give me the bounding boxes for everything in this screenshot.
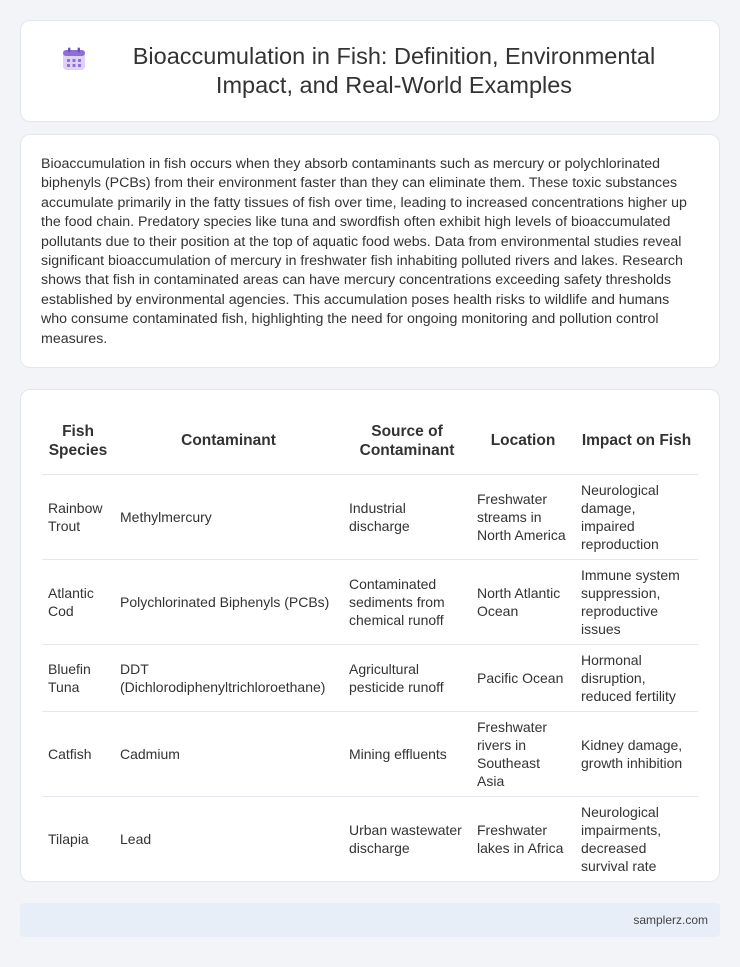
cell-fish-species: Catfish [42, 711, 114, 796]
cell-location: North Atlantic Ocean [471, 559, 575, 644]
header-location: Location [471, 412, 575, 474]
table-header-row [42, 412, 698, 474]
cell-impact: Kidney damage, growth inhibition [575, 711, 698, 796]
cell-impact: Hormonal disruption, reduced fertility [575, 644, 698, 711]
cell-contaminant: Lead [114, 796, 343, 881]
table-row [42, 796, 698, 881]
table-row [42, 711, 698, 796]
cell-contaminant: DDT (Dichlorodiphenyltrichloroethane) [114, 644, 343, 711]
table-row [42, 474, 698, 559]
page-title: Bioaccumulation in Fish: Definition, Environmental Impact, and Real-World Examples [132, 43, 656, 98]
cell-impact: Immune system suppression, reproductive issues [575, 559, 698, 644]
cell-contaminant: Methylmercury [114, 474, 343, 559]
cell-location: Freshwater rivers in Southeast Asia [471, 711, 575, 796]
cell-impact: Neurological impairments, decreased survival rate [575, 796, 698, 881]
calendar-icon [61, 46, 87, 72]
table-row [42, 644, 698, 711]
contaminant-table [42, 412, 698, 882]
table-card [20, 389, 720, 882]
cell-contaminant: Polychlorinated Biphenyls (PCBs) [114, 559, 343, 644]
intro-paragraph: Bioaccumulation in fish occurs when they absorb contaminants such as mercury or polychlorinated biphenyls (PCBs) from their environment faster than they can eliminate them. These toxic substances accumulate primarily in the fatty tissues of fish over time, leading to increased concentrations higher up the food chain. Predatory species like tuna and swordfish often exhibit high levels of bioaccumulated pollutants due to their position at the top of aquatic food webs. Data from environmental studies reveal significant bioaccumulation of mercury in freshwater fish inhabiting polluted rivers and lakes. Research shows that fish in contaminated areas can have mercury concentrations exceeding safety thresholds established by environmental agencies. This accumulation poses health risks to wildlife and humans who consume contaminated fish, highlighting the need for ongoing monitoring and pollution control measures. [41, 156, 687, 347]
intro-card [20, 134, 720, 368]
cell-location: Pacific Ocean [471, 644, 575, 711]
cell-source: Urban wastewater discharge [343, 796, 471, 881]
cell-source: Agricultural pesticide runoff [343, 644, 471, 711]
title-wrap [61, 42, 679, 100]
cell-source: Contaminated sediments from chemical runoff [343, 559, 471, 644]
cell-location: Freshwater streams in North America [471, 474, 575, 559]
cell-source: Industrial discharge [343, 474, 471, 559]
cell-contaminant: Cadmium [114, 711, 343, 796]
cell-fish-species: Atlantic Cod [42, 559, 114, 644]
footer-site-link[interactable]: samplerz.com [633, 913, 708, 927]
table-row [42, 559, 698, 644]
header-impact: Impact on Fish [575, 412, 698, 474]
title-card [20, 20, 720, 122]
cell-location: Freshwater lakes in Africa [471, 796, 575, 881]
footer [20, 903, 720, 937]
header-source: Source of Contaminant [343, 412, 471, 474]
cell-source: Mining effluents [343, 711, 471, 796]
header-contaminant: Contaminant [114, 412, 343, 474]
cell-fish-species: Rainbow Trout [42, 474, 114, 559]
header-fish-species: Fish Species [42, 412, 114, 474]
cell-fish-species: Bluefin Tuna [42, 644, 114, 711]
cell-impact: Neurological damage, impaired reproduction [575, 474, 698, 559]
cell-fish-species: Tilapia [42, 796, 114, 881]
